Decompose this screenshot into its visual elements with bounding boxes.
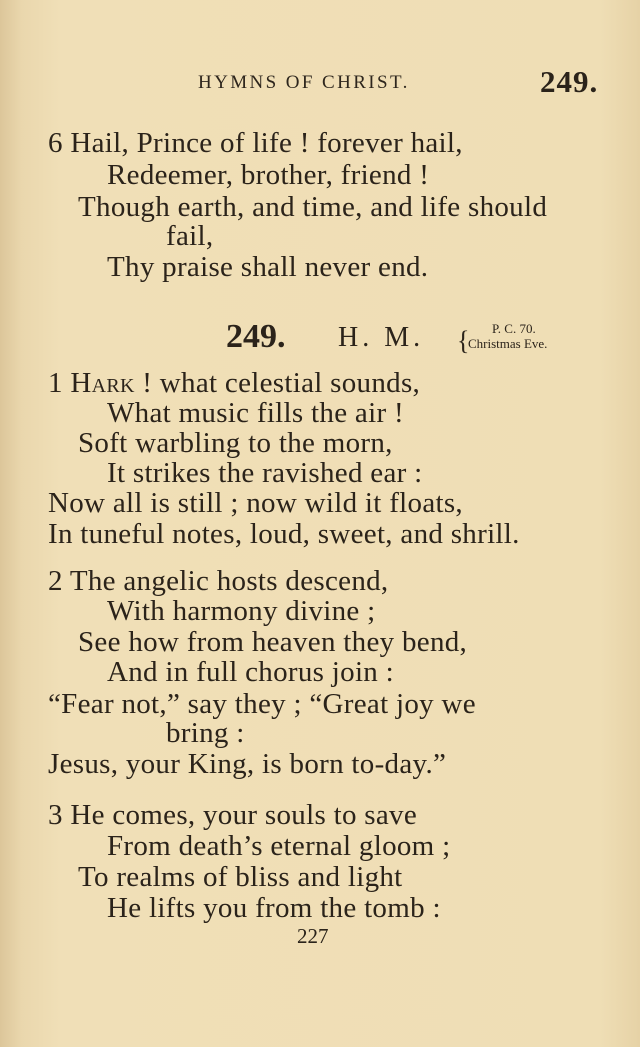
verse-line: Redeemer, brother, friend !	[107, 159, 430, 191]
hymn-number: 249.	[226, 318, 286, 355]
running-title: HYMNS OF CHRIST.	[198, 72, 410, 93]
verse-text: ! what celestial sounds,	[142, 367, 421, 399]
initial-word: Hark	[70, 367, 135, 399]
source-brace: {	[457, 325, 470, 356]
verse-line: 2 The angelic hosts descend,	[48, 565, 389, 597]
header-hymn-number: 249.	[540, 64, 599, 99]
verse-line: “Fear not,” say they ; “Great joy we	[48, 688, 476, 720]
verse-line: Soft warbling to the morn,	[78, 427, 393, 459]
verse-line: 6 Hail, Prince of life ! forever hail,	[48, 127, 463, 159]
verse-line: What music fills the air !	[107, 397, 404, 429]
verse-line: From death’s eternal gloom ;	[107, 830, 451, 862]
verse-line: He lifts you from the tomb :	[107, 892, 441, 924]
source-line: P. C. 70.	[492, 321, 536, 336]
verse-line: It strikes the ravished ear :	[107, 457, 423, 489]
verse-line: fail,	[166, 220, 214, 252]
verse-line: In tuneful notes, loud, sweet, and shrill.	[48, 518, 520, 550]
verse-line: Thy praise shall never end.	[107, 251, 429, 283]
page-number: 227	[297, 924, 329, 948]
verse-line: Now all is still ; now wild it floats,	[48, 487, 463, 519]
verse-line: With harmony divine ;	[107, 595, 376, 627]
hymn-heading	[226, 318, 548, 356]
verse-line: Though earth, and time, and life should	[78, 191, 548, 223]
verse-line: 1 Hark ! what celestial sounds,	[48, 367, 421, 399]
verse-line: bring :	[166, 717, 245, 749]
verse-line: And in full chorus join :	[107, 656, 395, 688]
verse-line: See how from heaven they bend,	[78, 626, 468, 658]
hymn-meter: H. M.	[338, 322, 425, 353]
verse-line: To realms of bliss and light	[78, 861, 403, 893]
source-line: Christmas Eve.	[468, 336, 548, 351]
hymn-source	[468, 321, 608, 351]
verse-line: Jesus, your King, is born to-day.”	[48, 748, 447, 780]
verse-line: 3 He comes, your souls to save	[48, 799, 418, 831]
